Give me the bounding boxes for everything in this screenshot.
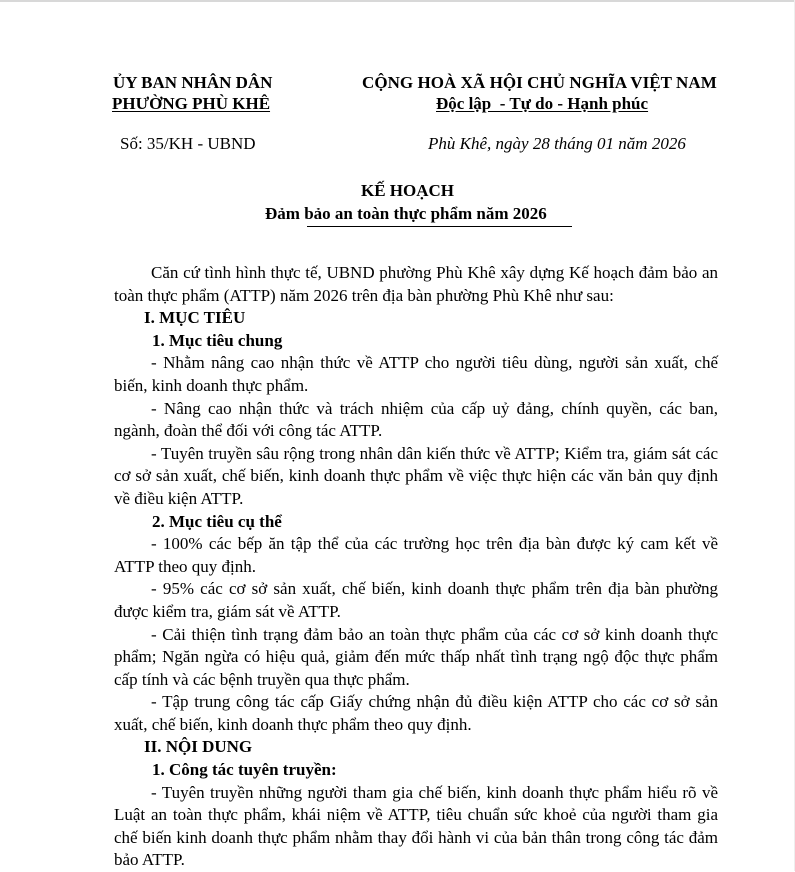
document-title-main: KẾ HOẠCH [360,181,455,200]
paragraph: - 95% các cơ sở sản xuất, chế biến, kinh doanh thực phẩm trên địa bàn phường được kiểm tra, giám sát về ATTP. [114,579,718,621]
document-title [0,181,795,201]
section-heading-objectives: I. MỤC TIÊU [144,308,246,328]
section-heading-content: II. NỘI DUNG [144,737,253,757]
place-and-date: Phù Khê, ngày 28 tháng 01 năm 2026 [428,134,686,153]
paragraph: - Cải thiện tình trạng đảm bảo an toàn thực phẩm của các cơ sở kinh doanh thực phẩm; Ngăn ngừa có hiệu quả, giảm đến mức thấp nhất tình trạng ngộ độc thực phẩm cấp tính và các bệnh truyền qua thực phẩm. [114,624,718,689]
subsection-heading-propaganda: 1. Công tác tuyên truyền: [152,760,337,780]
page-top-border [0,0,795,2]
document-number: Số: 35/KH - UBND [120,134,256,153]
document-subtitle: Đảm bảo an toàn thực phẩm năm 2026 [265,204,547,223]
paragraph: - Nâng cao nhận thức và trách nhiệm của cấp uỷ đảng, chính quyền, các ban, ngành, đoàn thể đối với công tác ATTP. [114,398,718,441]
national-title: CỘNG HOÀ XÃ HỘI CHỦ NGHĨA VIỆT NAM [362,73,717,92]
issuing-organization-line2: PHƯỜNG PHÙ KHÊ [112,94,271,113]
intro-paragraph: Căn cứ tình hình thực tế, UBND phường Phù Khê xây dựng Kế hoạch đảm bảo an toàn thực phẩm (ATTP) năm 2026 trên địa bàn phường Phù Khê như sau: [114,263,718,305]
subsection-heading-specific-objectives: 2. Mục tiêu cụ thể [152,511,282,531]
paragraph: - Tập trung công tác cấp Giấy chứng nhận đủ điều kiện ATTP cho các cơ sở sản xuất, chế biến, kinh doanh thực phẩm theo quy định. [114,692,718,734]
national-motto: Độc lập - Tự do - Hạnh phúc [436,94,649,113]
paragraph: - 100% các bếp ăn tập thể của các trường học trên địa bàn được ký cam kết về ATTP theo quy định. [114,534,718,576]
subsection-heading-general-objectives: 1. Mục tiêu chung [152,330,283,350]
subtitle-underline [307,226,572,227]
issuing-organization-line1: ỦY BAN NHÂN DÂN [113,73,273,92]
paragraph: - Tuyên truyền sâu rộng trong nhân dân kiến thức về ATTP; Kiểm tra, giám sát các cơ sở sản xuất, chế biến, kinh doanh thực phẩm về việc thực hiện các văn bản quy định về điều kiện ATTP. [114,443,718,508]
paragraph: - Nhằm nâng cao nhận thức về ATTP cho người tiêu dùng, người sản xuất, chế biến, kinh doanh thực phẩm. [114,353,718,395]
document-body [114,262,718,872]
paragraph: - Tuyên truyền những người tham gia chế biến, kinh doanh thực phẩm hiểu rõ về Luật an toàn thực phẩm, khái niệm về ATTP, tiêu chuẩn sức khoẻ của người tham gia chế biến kinh doanh thực phẩm nhằm thay đổi hành vi của bản thân trong công tác đảm bảo ATTP. [114,782,718,870]
